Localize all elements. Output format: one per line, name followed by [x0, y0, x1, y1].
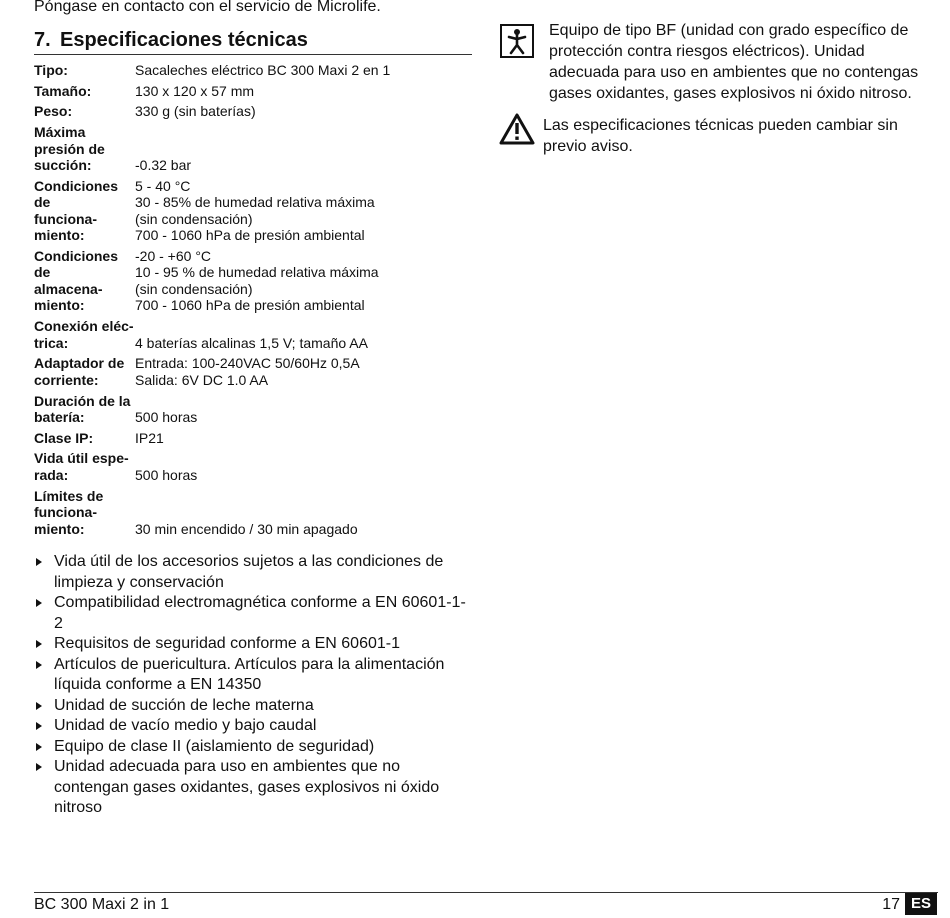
list-item-text: Unidad adecuada para uso en ambientes que no contengan gases oxidantes, gases explosivos ni óxido nitroso [54, 758, 440, 816]
intro-text: Póngase en contacto con el servicio de Microlife. [34, 0, 381, 15]
spec-value: 130 x 120 x 57 mm [135, 82, 255, 99]
spec-row [34, 83, 474, 100]
list-item [34, 696, 474, 717]
spec-value: 500 horas [135, 409, 198, 425]
spec-label: Vida útil espe- rada: [34, 450, 129, 483]
list-item-text: Unidad de vacío medio y bajo caudal [54, 717, 317, 734]
triangle-bullet-icon [36, 599, 42, 607]
specs-change-warning: Las especificaciones técnicas pueden cambiar sin previo aviso. [543, 117, 898, 155]
triangle-bullet-icon [36, 640, 42, 648]
list-item [34, 716, 474, 737]
list-item-text: Requisitos de seguridad conforme a EN 60601-1 [54, 635, 400, 652]
spec-table [34, 62, 474, 541]
triangle-bullet-icon [36, 558, 42, 566]
triangle-bullet-icon [36, 763, 42, 771]
triangle-bullet-icon [36, 743, 42, 751]
triangle-bullet-icon [36, 702, 42, 710]
spec-value: Entrada: 100-240VAC 50/60Hz 0,5A Salida: 6V DC 1.0 AA [135, 355, 360, 388]
spec-row [34, 318, 474, 351]
spec-value: -20 - +60 °C 10 - 95 % de humedad relativa máxima (sin condensación) 700 - 1060 hPa de presión ambiental [135, 247, 379, 314]
spec-row [34, 430, 474, 447]
footer-divider [34, 892, 938, 893]
spec-value: 5 - 40 °C 30 - 85% de humedad relativa máxima (sin condensación) 700 - 1060 hPa de presión ambiental [135, 177, 375, 244]
spec-value: Sacaleches eléctrico BC 300 Maxi 2 en 1 [135, 62, 391, 78]
type-bf-person-icon [500, 24, 534, 58]
list-item [34, 593, 474, 634]
spec-label: Tipo: [34, 62, 68, 78]
spec-value: IP21 [135, 429, 164, 446]
spec-row [34, 103, 474, 120]
triangle-bullet-icon [36, 661, 42, 669]
bf-type-note: Equipo de tipo BF (unidad con grado específico de protección contra riesgos eléctricos). Unidad adecuada para uso en ambientes que no contengas gases oxidantes, gases explosivos ni óxido nitroso. [549, 22, 919, 102]
list-item-text: Vida útil de los accesorios sujetos a las condiciones de limpieza y conservación [54, 553, 444, 591]
list-item-text: Equipo de clase II (aislamiento de seguridad) [54, 737, 375, 755]
spec-label: Adaptador de corriente: [34, 355, 125, 388]
warning-triangle-icon [498, 112, 536, 146]
section-heading [34, 28, 472, 55]
spec-row [34, 62, 474, 79]
list-item [34, 737, 474, 758]
language-badge: ES [905, 893, 937, 915]
footer-product-name: BC 300 Maxi 2 in 1 [34, 896, 170, 913]
spec-value: -0.32 bar [135, 157, 192, 174]
spec-row [34, 248, 474, 314]
list-item [34, 655, 474, 696]
spec-label: Conexión eléc- trica: [34, 318, 134, 351]
spec-row [34, 488, 474, 538]
list-item-text: Compatibilidad electromagnética conforme a EN 60601-1-2 [54, 594, 466, 632]
section-title: Especificaciones técnicas [60, 29, 308, 51]
spec-value: 500 horas [135, 466, 198, 483]
spec-value: 30 min encendido / 30 min apagado [135, 520, 358, 537]
list-item-text: Artículos de puericultura. Artículos para la alimentación líquida conforme a EN 14350 [54, 655, 445, 693]
spec-row [34, 450, 474, 483]
spec-row [34, 124, 474, 174]
list-item [34, 552, 474, 593]
page-number: 17 [882, 896, 900, 913]
list-item [34, 757, 474, 819]
compliance-list [34, 552, 474, 819]
spec-row [34, 178, 474, 244]
spec-label: Límites de funciona- miento: [34, 487, 104, 537]
spec-label: Condiciones de almacena- miento: [34, 247, 119, 314]
list-item-text: Unidad de succión de leche materna [54, 696, 314, 714]
spec-label: Duración de la batería: [34, 392, 131, 425]
spec-label: Clase IP: [34, 429, 94, 446]
spec-row [34, 355, 474, 388]
spec-label: Condiciones de funciona- miento: [34, 177, 119, 244]
spec-value: 4 baterías alcalinas 1,5 V; tamaño AA [135, 334, 368, 351]
list-item [34, 634, 474, 655]
spec-label: Tamaño: [34, 82, 92, 99]
section-number: 7. [34, 29, 51, 51]
spec-row [34, 393, 474, 426]
triangle-bullet-icon [36, 722, 42, 730]
spec-value: 330 g (sin baterías) [135, 103, 256, 120]
spec-label: Máxima presión de succión: [34, 124, 105, 174]
spec-label: Peso: [34, 103, 73, 120]
